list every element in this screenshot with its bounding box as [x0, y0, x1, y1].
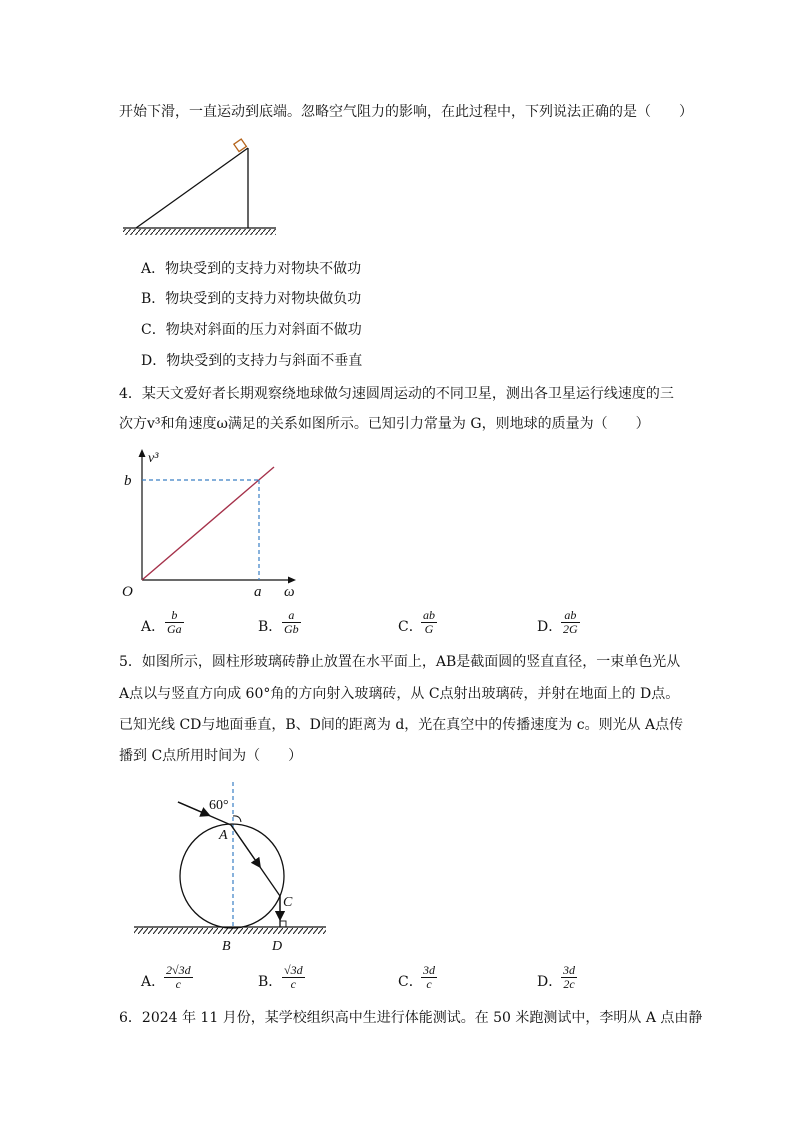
- q5-option-d-fraction: [561, 964, 577, 991]
- q3-option-a: A．物块受到的支持力对物块不做功: [141, 261, 362, 277]
- q4-option-b-fraction: [282, 609, 301, 636]
- numerator: √3d: [284, 963, 303, 977]
- q5-option-c-letter: C．: [398, 974, 423, 990]
- denominator: c: [175, 977, 181, 991]
- q4-option-c-fraction: [421, 609, 437, 636]
- numerator: 2√3d: [166, 963, 191, 977]
- point-b-label: B: [222, 939, 231, 954]
- q5-option-a-letter: A．: [141, 974, 166, 990]
- q5-option-b-letter: B．: [258, 974, 283, 990]
- incline-figure: [118, 136, 283, 240]
- q6-line-1: 6．2024 年 11 月份，某学校组织高中生进行体能测试。在 50 米跑测试中，李明从 A 点由静: [119, 1010, 703, 1026]
- denominator: Ga: [167, 622, 182, 636]
- denominator: Gb: [284, 622, 299, 636]
- numerator: ab: [423, 608, 435, 622]
- q4-option-a-letter: A．: [141, 619, 166, 635]
- q5-option-a-fraction: [164, 964, 193, 991]
- q3-option-b: B．物块受到的支持力对物块做负功: [141, 291, 362, 307]
- numerator: 3d: [423, 963, 435, 977]
- point-c-label: C: [283, 895, 293, 910]
- q5-option-d-letter: D．: [537, 974, 563, 990]
- angle-label-60: 60°: [209, 798, 229, 813]
- denominator: c: [426, 977, 432, 991]
- numerator: ab: [564, 608, 577, 622]
- denominator: G: [424, 622, 434, 636]
- q4-option-a-fraction: [165, 609, 184, 636]
- q3-option-c: C．物块对斜面的压力对斜面不做功: [141, 322, 362, 338]
- q4-line-1: 4．某天文爱好者长期观察绕地球做匀速圆周运动的不同卫星，测出各卫星运行线速度的三: [119, 386, 674, 402]
- q4-option-d-letter: D．: [537, 619, 563, 635]
- x-tick-a: a: [254, 584, 262, 600]
- y-tick-b: b: [124, 473, 132, 489]
- q3-option-d: D．物块受到的支持力与斜面不垂直: [141, 353, 363, 369]
- origin-label: O: [122, 584, 133, 600]
- denominator: c: [290, 977, 296, 991]
- q5-option-b-fraction: [282, 964, 305, 991]
- denominator: 2G: [563, 622, 578, 636]
- q5-line-3: 已知光线 CD与地面垂直，B、D间的距离为 d，光在真空中的传播速度为 c。则光从 A点传: [119, 717, 684, 733]
- q4-option-b-letter: B．: [258, 619, 283, 635]
- numerator: b: [171, 608, 178, 622]
- q4-option-c-letter: C．: [398, 619, 423, 635]
- point-a-label: A: [219, 828, 228, 843]
- v3-omega-graph: [118, 444, 308, 604]
- glass-cylinder-figure: [128, 778, 334, 960]
- denominator: 2c: [563, 977, 575, 991]
- x-axis-label: ω: [284, 584, 295, 600]
- q5-line-2: A点以与竖直方向成 60°角的方向射入玻璃砖，从 C点射出玻璃砖，并射在地面上的 D点。: [119, 686, 680, 702]
- q3-stem-tail: 开始下滑，一直运动到底端。忽略空气阻力的影响，在此过程中，下列说法正确的是（ ）: [119, 104, 693, 120]
- q5-line-4: 播到 C点所用时间为（ ）: [119, 748, 303, 764]
- q4-line-2: 次方v³和角速度ω满足的关系如图所示。已知引力常量为 G，则地球的质量为（ ）: [119, 416, 650, 432]
- numerator: a: [288, 608, 295, 622]
- q5-line-1: 5．如图所示，圆柱形玻璃砖静止放置在水平面上，AB是截面圆的竖直直径，一束单色光从: [119, 654, 681, 670]
- q4-option-d-fraction: [561, 609, 580, 636]
- q5-option-c-fraction: [421, 964, 437, 991]
- y-axis-label: v³: [148, 451, 159, 466]
- numerator: 3d: [563, 963, 575, 977]
- point-d-label: D: [272, 939, 283, 954]
